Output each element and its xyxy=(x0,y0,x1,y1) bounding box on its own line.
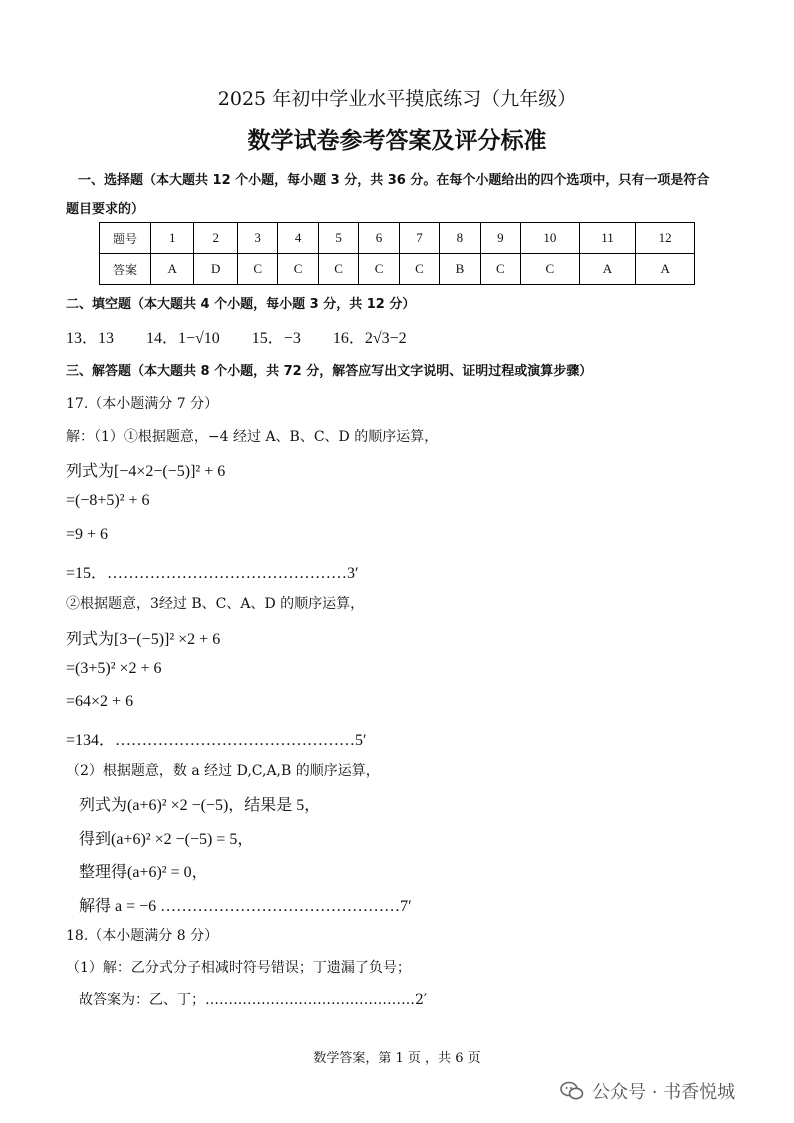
q17-line: =(3+5)² ×2 + 6 xyxy=(66,660,162,677)
section1-heading-line2: 题目要求的） xyxy=(66,202,145,217)
choice-answer-table xyxy=(99,222,695,285)
q17-line: 得到(a+6)² ×2 −(−5) = 5， xyxy=(79,831,254,848)
question-number: 10 xyxy=(521,223,580,254)
q17-line: （2）根据题意，数 a 经过 D,C,A,B 的顺序运算， xyxy=(66,763,380,779)
fill-blank-answers: 13．13 14．1−√10 15．−3 16．2√3−2 xyxy=(66,330,407,347)
q17-line: ②根据题意，3经过 B、C、A、D 的顺序运算， xyxy=(66,596,365,612)
q18-line: 故答案为：乙、丁；………………………………………2′ xyxy=(79,992,428,1008)
watermark-text: 公众号 · 书香悦城 xyxy=(592,1082,736,1103)
answer-cell: C xyxy=(237,254,277,285)
answer-cell: A xyxy=(151,254,194,285)
question-number: 6 xyxy=(359,223,399,254)
answer-cell: B xyxy=(440,254,480,285)
section2-heading: 二、填空题（本大题共 4 个小题，每小题 3 分，共 12 分） xyxy=(66,297,416,312)
q18-title: 18.（本小题满分 8 分） xyxy=(66,928,219,944)
wechat-icon xyxy=(560,1081,584,1101)
answer-key-title: 数学试卷参考答案及评分标准 xyxy=(247,128,547,154)
q17-line: =15．………………………………………3′ xyxy=(66,565,359,582)
q17-line: =64×2 + 6 xyxy=(66,693,134,710)
q17-line: 列式为(a+6)² ×2 −(−5)，结果是 5， xyxy=(79,797,321,814)
answer-cell: C xyxy=(359,254,399,285)
q17-line: 列式为[−4×2−(−5)]² + 6 xyxy=(66,463,226,480)
table-row-answers xyxy=(100,254,695,285)
question-number: 11 xyxy=(579,223,636,254)
answer-cell: C xyxy=(480,254,520,285)
q17-title: 17.（本小题满分 7 分） xyxy=(66,396,219,412)
question-number: 9 xyxy=(480,223,520,254)
row-label-answer: 答案 xyxy=(100,254,151,285)
question-number: 7 xyxy=(399,223,439,254)
answer-cell: A xyxy=(636,254,695,285)
q17-line: 解：（1）①根据题意，−4 经过 A、B、C、D 的顺序运算， xyxy=(66,429,439,445)
question-number: 8 xyxy=(440,223,480,254)
answer-cell: C xyxy=(521,254,580,285)
question-number: 2 xyxy=(194,223,237,254)
section1-heading-line1: 一、选择题（本大题共 12 个小题，每小题 3 分，共 36 分。在每个小题给出的四个选项中，只有一项是符合 xyxy=(78,173,710,188)
q17-line: =9 + 6 xyxy=(66,526,109,543)
question-number: 3 xyxy=(237,223,277,254)
answer-cell: C xyxy=(399,254,439,285)
answer-cell: A xyxy=(579,254,636,285)
question-number: 4 xyxy=(278,223,318,254)
watermark xyxy=(560,1078,735,1104)
section3-heading: 三、解答题（本大题共 8 个小题，共 72 分，解答应写出文字说明、证明过程或演算步骤） xyxy=(66,364,593,379)
question-number: 5 xyxy=(318,223,358,254)
table-row-numbers xyxy=(100,223,695,254)
answer-cell: D xyxy=(194,254,237,285)
page-footer: 数学答案，第 1 页 ，共 6 页 xyxy=(313,1051,481,1066)
question-number: 12 xyxy=(636,223,695,254)
q17-line: =(−8+5)² + 6 xyxy=(66,492,150,509)
answer-cell: C xyxy=(278,254,318,285)
q18-line: （1）解：乙分式分子相减时符号错误；丁遗漏了负号； xyxy=(66,960,411,976)
answer-cell: C xyxy=(318,254,358,285)
q17-line: =134．………………………………………5′ xyxy=(66,732,367,749)
exam-title: 2025 年初中学业水平摸底练习（九年级） xyxy=(217,88,577,110)
q17-line: 整理得(a+6)² = 0， xyxy=(79,864,208,881)
row-label-number: 题号 xyxy=(100,223,151,254)
q17-line: 列式为[3−(−5)]² ×2 + 6 xyxy=(66,631,221,648)
question-number: 1 xyxy=(151,223,194,254)
q17-line: 解得 a = −6 ………………………………………7′ xyxy=(79,898,412,915)
